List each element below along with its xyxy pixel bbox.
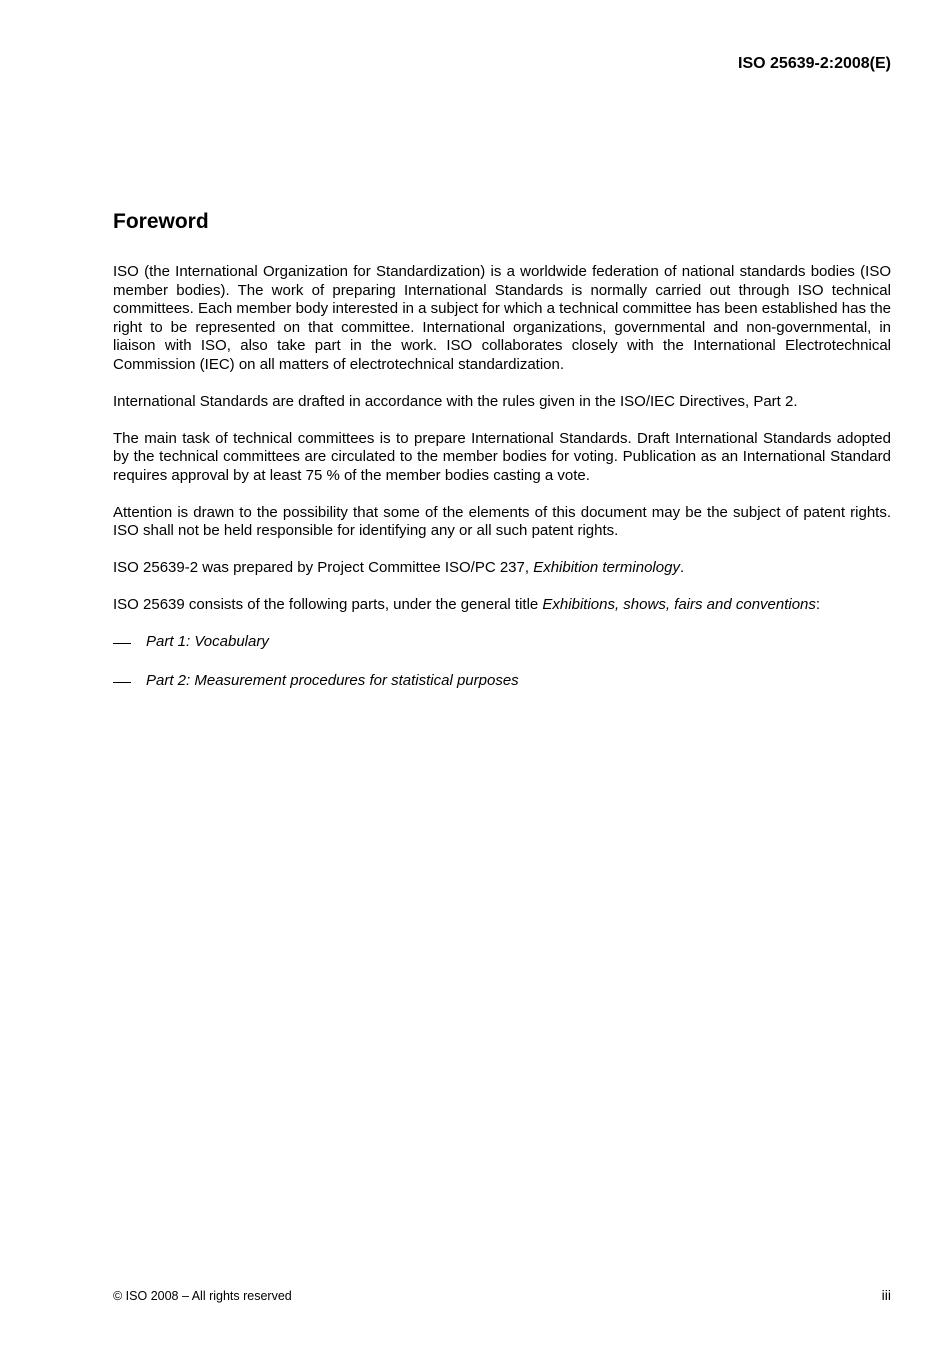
document-identifier: ISO 25639-2:2008(E) (738, 55, 891, 72)
dash-icon (113, 682, 131, 683)
copyright-notice: © ISO 2008 – All rights reserved (113, 1289, 292, 1303)
paragraph-patent-rights: Attention is drawn to the possibility that some of the elements of this document may be the subject of patent rights. ISO shall not be held responsible for identifying any or all such patent rights. (113, 503, 891, 539)
paragraph-prepared-by (113, 559, 891, 578)
general-title: Exhibitions, shows, fairs and conventions (542, 596, 816, 613)
paragraph-drafting-rules: International Standards are drafted in accordance with the rules given in the ISO/IEC Directives, Part 2. (113, 392, 798, 410)
list-item-part-1 (113, 633, 891, 652)
paragraph-parts-intro (113, 596, 891, 615)
part-title: Part 2: Measurement procedures for statistical purposes (146, 672, 519, 689)
prepared-by-suffix: . (679, 559, 685, 576)
paragraph-committee-task: The main task of technical committees is to prepare International Standards. Draft International Standards adopted by the technical committees are circulated to the member bodies for voting. Publication as an International Standard requires approval by at least 75 % of the member bodies casting a vote. (113, 429, 891, 484)
committee-title: Exhibition terminology (533, 559, 680, 576)
prepared-by-prefix: ISO 25639-2 was prepared by Project Committee ISO/PC 237, (113, 559, 534, 576)
parts-intro-prefix: ISO 25639 consists of the following parts, under the general title (113, 596, 543, 613)
part-title: Part 1: Vocabulary (146, 633, 269, 650)
parts-intro-suffix: : (815, 596, 821, 613)
paragraph-iso-overview: ISO (the International Organization for Standardization) is a worldwide federation of national standards bodies (ISO member bodies). The work of preparing International Standards is normally carried out through ISO technical committees. Each member body interested in a subject for which a technical committee has been established has the right to be represented on that committee. International organizations, governmental and non-governmental, in liaison with ISO, also take part in the work. ISO collaborates closely with the International Electrotechnical Commission (IEC) on all matters of electrotechnical standardization. (113, 263, 891, 373)
dash-icon (113, 643, 131, 644)
page-title: Foreword (113, 210, 209, 233)
foreword-section (113, 208, 891, 711)
list-item-part-2 (113, 672, 891, 691)
page-number: iii (881, 1287, 891, 1303)
